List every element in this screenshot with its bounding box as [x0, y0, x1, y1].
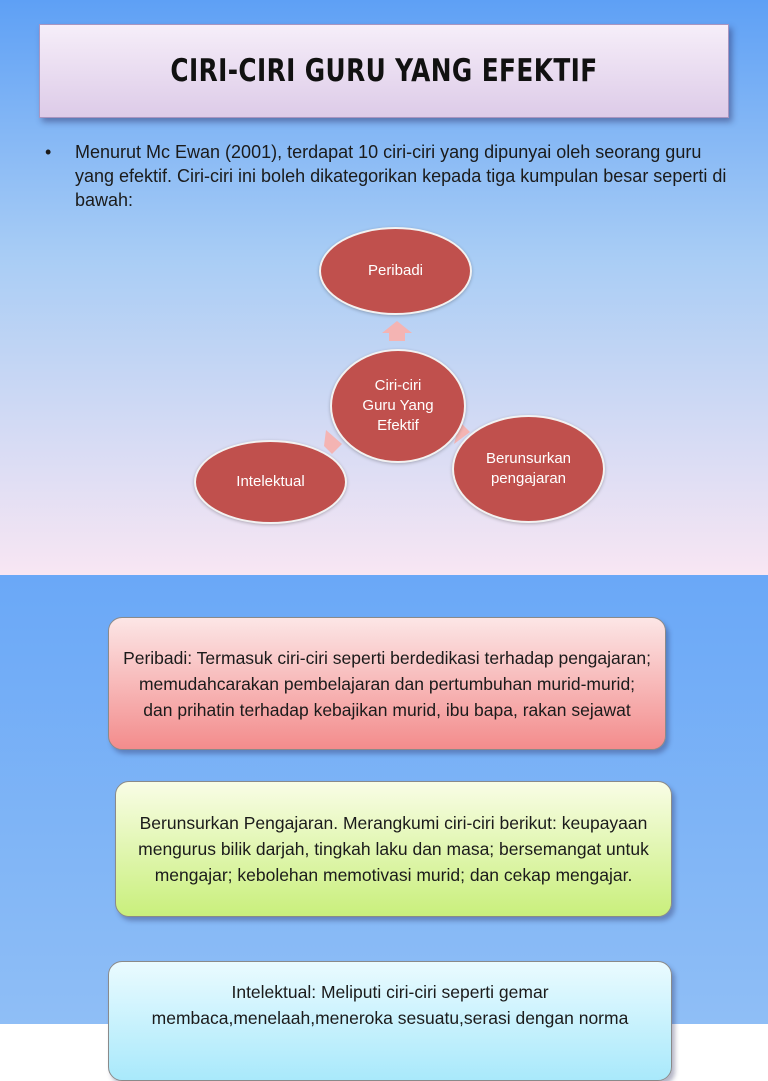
card-peribadi-text: Peribadi: Termasuk ciri-ciri seperti berdedikasi terhadap pengajaran; memudahcarakan pembelajaran dan pertumbuhan murid-murid; dan prihatin terhadap kebajikan murid, ibu bapa, rakan sejawat [123, 647, 651, 720]
bullet-icon: • [45, 142, 52, 162]
card-peribadi [108, 617, 666, 750]
node-peribadi [319, 227, 472, 315]
slide-2 [0, 575, 768, 1028]
node-center-line-2: Guru Yang [362, 397, 434, 414]
slide-title: CIRI-CIRI GURU YANG EFEKTIF [170, 53, 598, 89]
bullet-text: Menurut Mc Ewan (2001), terdapat 10 ciri-ciri yang dipunyai oleh seorang guru yang efektif. Ciri-ciri ini boleh dikategorikan kepada tiga kumpulan besar seperti di bawah: [75, 142, 727, 210]
node-intelektual [194, 440, 347, 524]
node-berunsurkan-line-2: pengajaran [490, 470, 567, 487]
node-center-line-1: Ciri-ciri [374, 377, 422, 394]
node-intelektual-label: Intelektual [236, 473, 305, 490]
node-berunsurkan-line-1: Berunsurkan [485, 450, 572, 467]
node-berunsurkan [452, 415, 605, 523]
arrow-up-icon [381, 320, 413, 342]
node-center [330, 349, 466, 463]
node-peribadi-label: Peribadi [367, 262, 424, 279]
card-intelektual [108, 961, 672, 1081]
card-berunsurkan-text: Berunsurkan Pengajaran. Merangkumi ciri-ciri berikut: keupayaan mengurus bilik darjah, tingkah laku dan masa; bersemangat untuk mengajar; kebolehan memotivasi murid; dan cekap mengajar. [138, 813, 649, 885]
node-center-line-3: Efektif [377, 417, 419, 434]
card-berunsurkan-pengajaran [115, 781, 672, 917]
card-intelektual-text: Intelektual: Meliputi ciri-ciri seperti gemar membaca,menelaah,meneroka sesuatu,serasi dengan norma [151, 982, 629, 1028]
